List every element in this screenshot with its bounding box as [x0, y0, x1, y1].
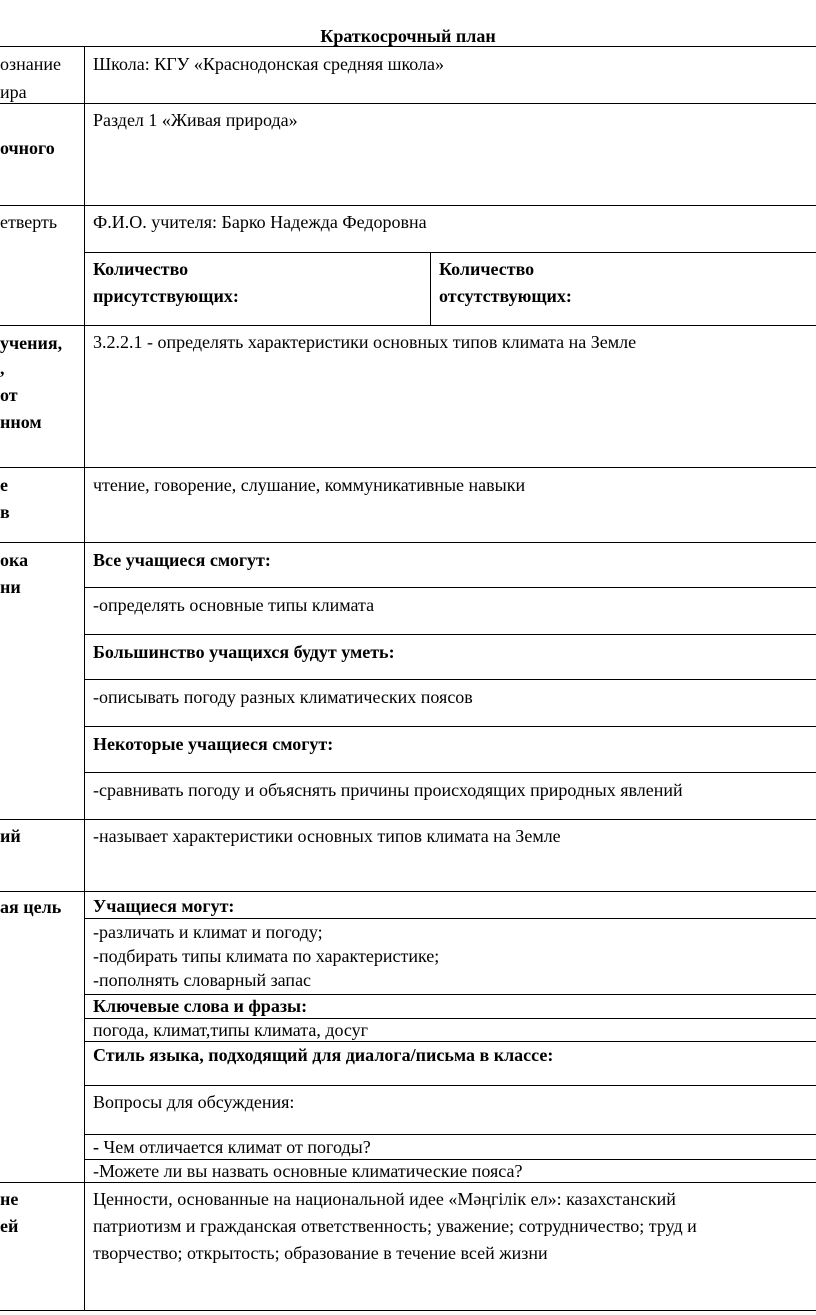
table-top-border: [0, 46, 816, 47]
discussion-questions-label: Вопросы для обсуждения:: [93, 1092, 295, 1112]
goal-all-text: -определять основные типы климата: [93, 595, 375, 615]
present-count-label: присутствующих:: [93, 286, 239, 306]
row-divider: [0, 819, 816, 820]
page-title: Краткосрочный план: [320, 26, 496, 46]
values-text-line: Ценности, основанные на национальной идее «Мәңгілік ел»: казахстанский: [93, 1189, 676, 1209]
row-divider: [0, 467, 816, 468]
left-label-objectives: от: [0, 385, 18, 405]
table-bottom-border: [0, 1310, 816, 1311]
left-label-objectives: ,: [0, 358, 5, 378]
absent-count-label: Количество: [439, 259, 535, 279]
question-text: Чем отличается климат от погоды?: [99, 1137, 371, 1157]
left-label-objectives: учения,: [0, 333, 63, 353]
left-label-subject: ознание: [0, 54, 61, 74]
language-can-item: -пополнять словарный запас: [93, 970, 312, 990]
language-can-heading: Учащиеся могут:: [93, 896, 235, 916]
goal-some-heading: Некоторые учащиеся смогут:: [93, 734, 334, 754]
left-label-lesson-goals: ока: [0, 550, 29, 570]
column-divider: [84, 46, 85, 1311]
left-label-skills: е: [0, 475, 8, 495]
goal-some-text: -сравнивать погоду и объяснять причины происходящих природных явлений: [93, 780, 683, 800]
language-can-item: -подбирать типы климата по характеристике;: [93, 946, 440, 966]
present-count-label: Количество: [93, 259, 189, 279]
left-label-criteria: ий: [0, 826, 21, 846]
skills-text: чтение, говорение, слушание, коммуникативные навыки: [93, 475, 526, 495]
column-divider-attendance: [430, 252, 431, 325]
keywords-text: погода, климат,типы климата, досуг: [93, 1020, 369, 1040]
discussion-question: [93, 1135, 371, 1159]
teacher-text: Ф.И.О. учителя: Барко Надежда Федоровна: [93, 212, 427, 232]
language-can-item: -различать и климат и погоду;: [93, 922, 323, 942]
left-label-subject: ира: [0, 82, 27, 102]
row-divider: [0, 891, 816, 892]
left-label-plan: очного: [0, 138, 55, 158]
sub-row-divider: [84, 634, 816, 635]
sub-row-divider: [84, 772, 816, 773]
sub-row-divider: [84, 679, 816, 680]
keywords-heading: Ключевые слова и фразы:: [93, 996, 308, 1016]
left-label-values: не: [0, 1189, 19, 1209]
sub-row-divider: [84, 726, 816, 727]
row-divider: [0, 103, 816, 104]
goal-most-heading: Большинство учащихся будут уметь:: [93, 642, 395, 662]
absent-count-label: отсутствующих:: [439, 286, 572, 306]
row-divider: [0, 205, 816, 206]
left-label-language-goal: ая цель: [0, 897, 62, 917]
school-text: Школа: КГУ «Краснодонская средняя школа»: [93, 54, 445, 74]
row-divider: [0, 325, 816, 326]
question-dash: -: [93, 1137, 99, 1157]
left-label-lesson-goals: ни: [0, 577, 21, 597]
sub-row-divider: [84, 1085, 816, 1086]
goal-most-text: -описывать погоду разных климатических поясов: [93, 687, 473, 707]
left-label-objectives: нном: [0, 412, 42, 432]
left-label-quarter: етверть: [0, 212, 58, 232]
sub-row-divider: [84, 587, 816, 588]
left-label-skills: в: [0, 502, 10, 522]
row-divider: [0, 542, 816, 543]
left-label-values: ей: [0, 1216, 19, 1236]
section-text: Раздел 1 «Живая природа»: [93, 110, 298, 130]
learning-objective-text: 3.2.2.1 - определять характеристики основных типов климата на Земле: [93, 332, 637, 352]
row-divider: [84, 252, 816, 253]
sub-row-divider: [84, 918, 816, 919]
values-text-line: патриотизм и гражданская ответственность; уважение; сотрудничество; труд и: [93, 1216, 697, 1236]
language-style-heading: Стиль языка, подходящий для диалога/письма в классе:: [93, 1045, 554, 1065]
goal-all-heading: Все учащиеся смогут:: [93, 550, 271, 570]
criteria-text: -называет характеристики основных типов климата на Земле: [93, 826, 561, 846]
discussion-question: -Можете ли вы назвать основные климатические пояса?: [93, 1161, 523, 1181]
values-text-line: творчество; открытость; образование в течение всей жизни: [93, 1243, 548, 1263]
